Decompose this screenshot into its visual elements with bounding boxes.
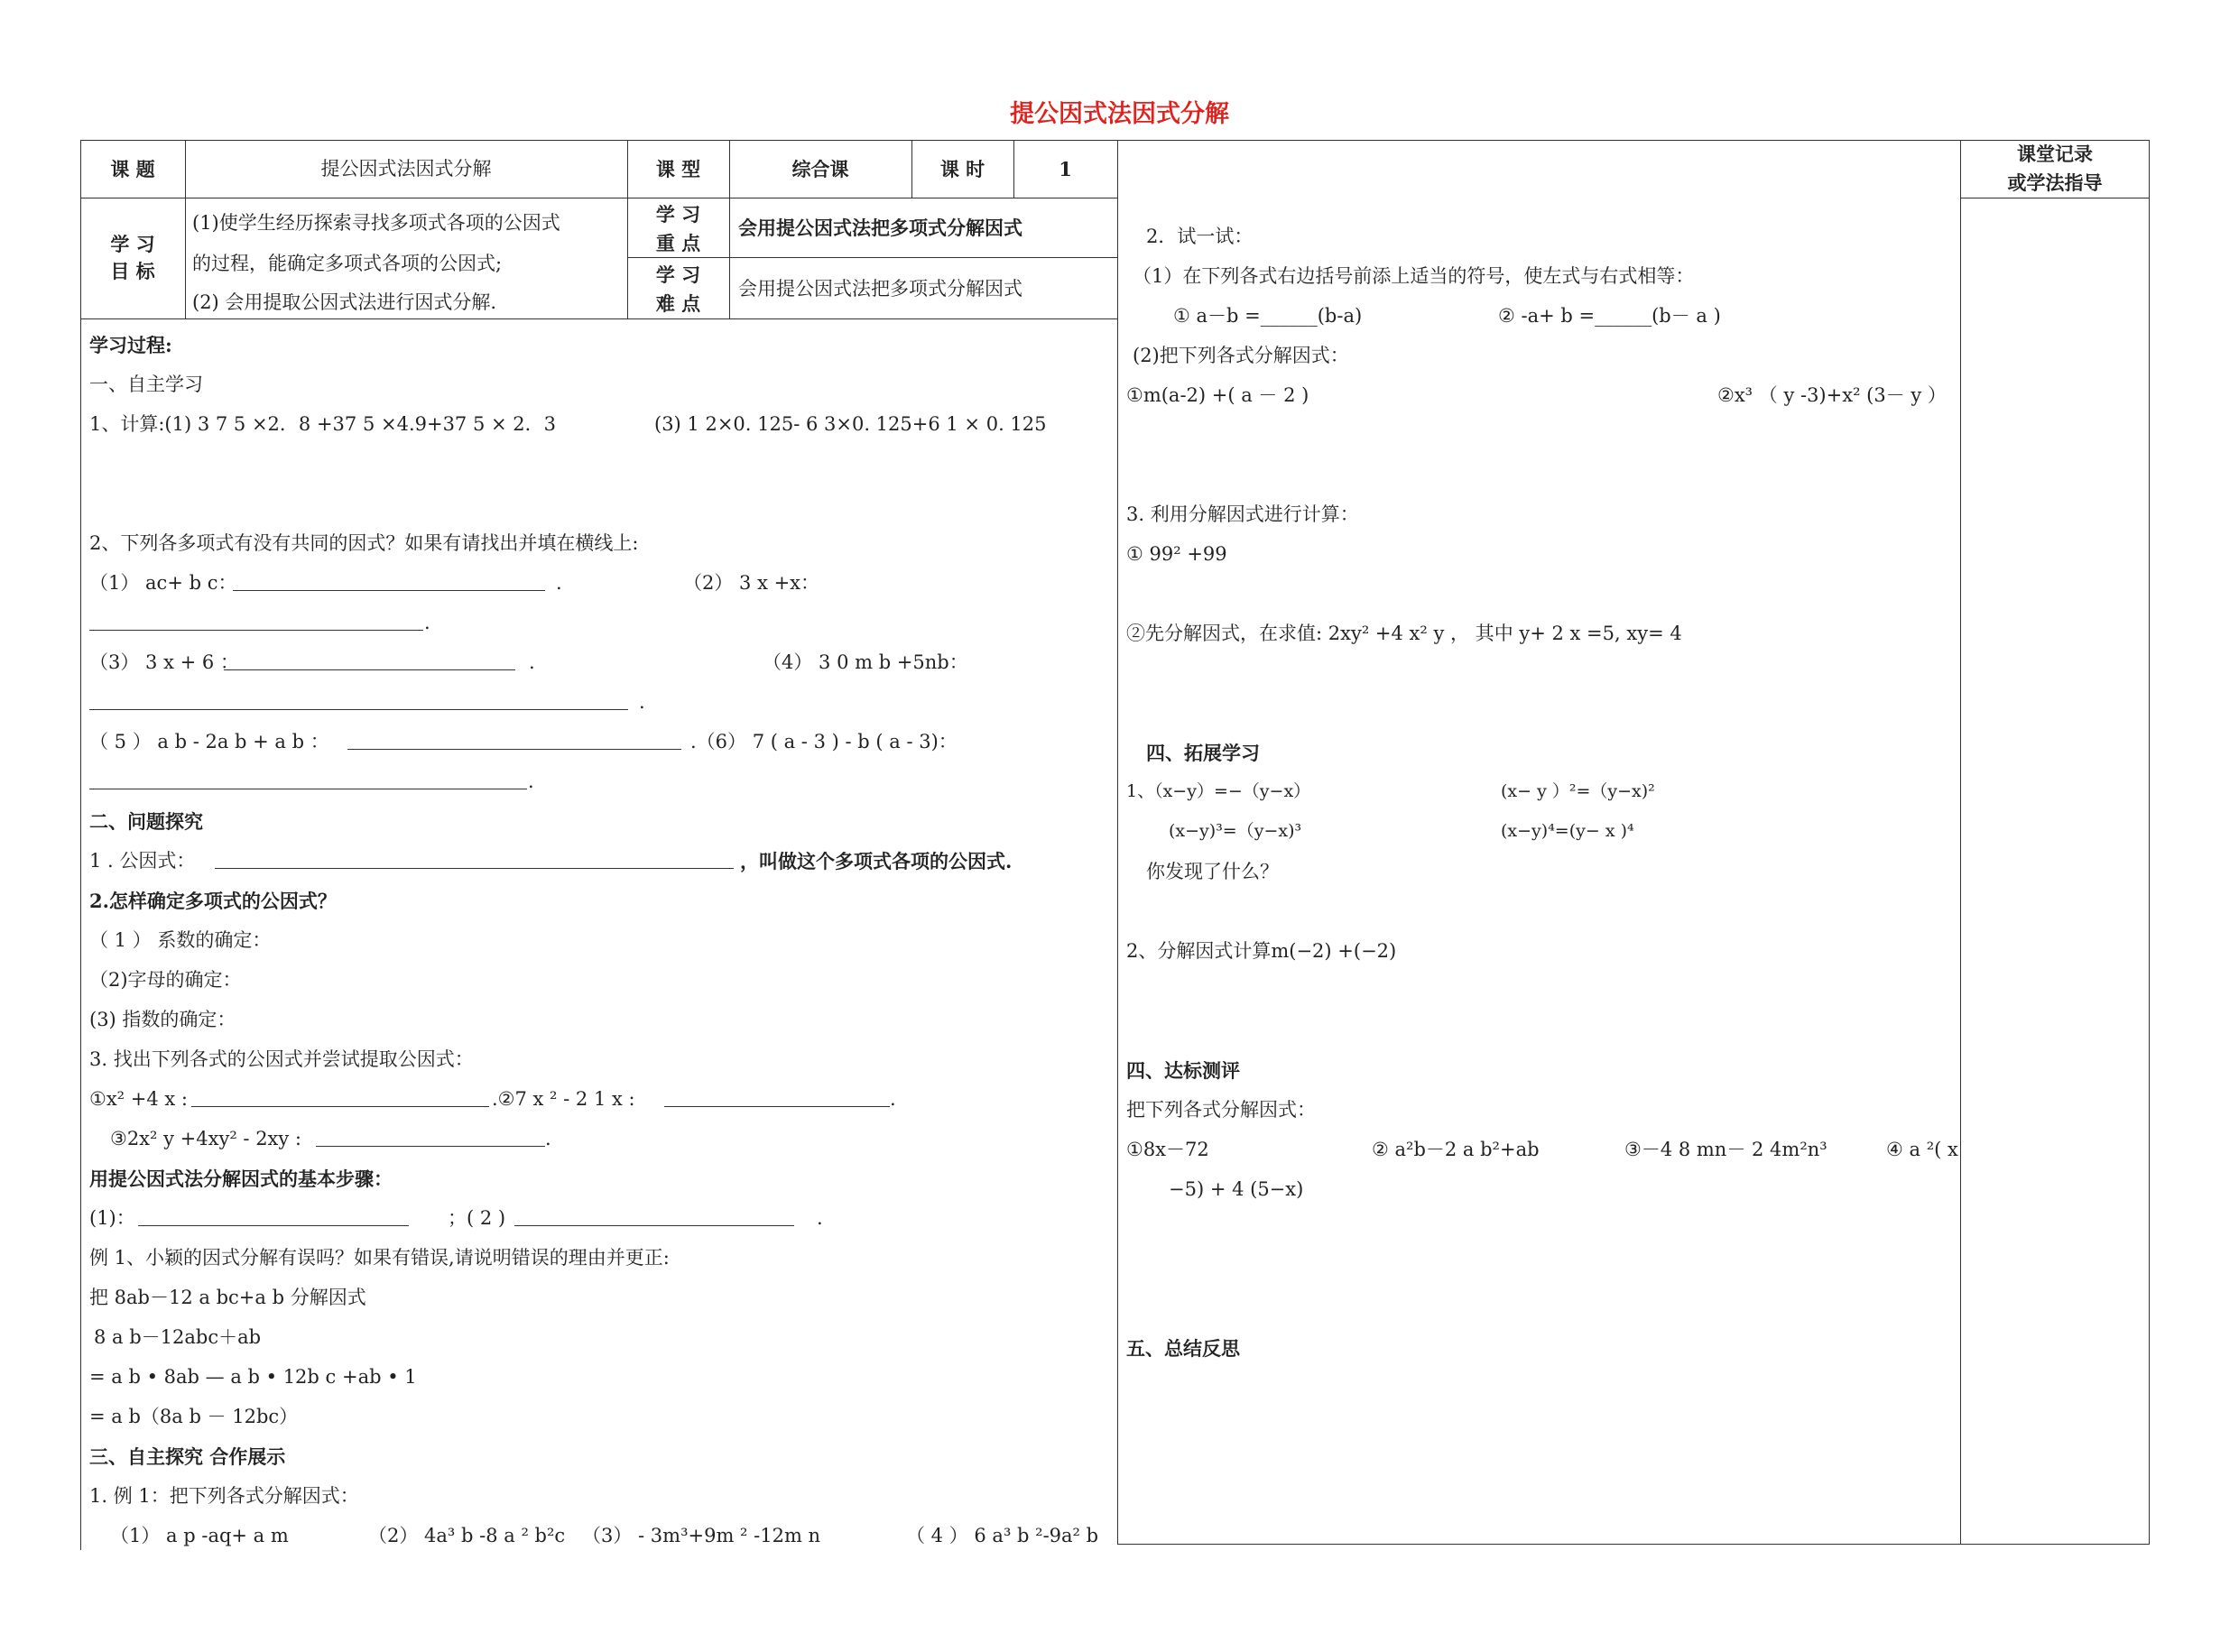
- extend-1c: (x−y)³=（y−x)³: [1169, 821, 1302, 841]
- what-found: 你发现了什么？: [1146, 861, 1279, 882]
- example-1: 例 1、小颖的因式分解有误吗？如果有错误,请说明错误的理由并更正:: [89, 1247, 670, 1269]
- extend-2: 2、分解因式计算m(−2) +(−2): [1126, 940, 1397, 962]
- side-divider: [1960, 140, 1961, 1545]
- zhongdian-value: 会用提公因式法把多项式分解因式: [738, 217, 1022, 239]
- q2-item-5: （ 5 ） a b - 2a b + a b ：: [89, 731, 329, 752]
- ke-shi-label: 课 时: [939, 158, 985, 180]
- step-2-dot: .: [817, 1207, 823, 1229]
- bottom-right-line: [1117, 1544, 2150, 1545]
- left-outer-line: [80, 140, 81, 1550]
- extend-1b: (x− y ）²=（y−x)²: [1501, 781, 1655, 801]
- q2-item-1-dot: .: [556, 572, 562, 594]
- q2-item-3-dot: .: [529, 651, 535, 673]
- exercise-4: （ 4 ） 6 a³ b ²-9a² b: [906, 1525, 1099, 1546]
- section-summary: 五、总结反思: [1126, 1337, 1240, 1360]
- q2-item-6-dot: .: [528, 771, 534, 792]
- extend-1d: (x−y)⁴=(y− x )⁴: [1501, 821, 1634, 841]
- info-bottom-line: [80, 318, 1117, 319]
- factor-title: (2)把下列各式分解因式：: [1133, 345, 1349, 366]
- step-2-blank[interactable]: [514, 1209, 794, 1226]
- use-factor-calc: 3. 利用分解因式进行计算：: [1126, 503, 1359, 525]
- q2-item-2-dot: .: [424, 612, 430, 633]
- q2-item-4-dot: .: [639, 691, 645, 713]
- mubiao-line-3: (2) 会用提取公因式法进行因式分解.: [192, 291, 497, 313]
- q3-item-1-blank[interactable]: [191, 1090, 489, 1107]
- extend-1a: 1、（x−y）=−（y−x）: [1126, 781, 1311, 801]
- q2-item-4: （4） 3 0 m b +5nb：: [763, 651, 968, 673]
- basic-steps: 用提公因式法分解因式的基本步骤：: [89, 1167, 393, 1190]
- zhongdian-label-2: 重 点: [655, 232, 701, 254]
- q2-item-4-blank[interactable]: [89, 693, 628, 710]
- q3-item-2-dot: .: [890, 1088, 896, 1110]
- factor-2: ②x³ （ y -3)+x² (3－ y ）: [1717, 384, 1947, 406]
- nandian-label-1: 学 习: [655, 263, 701, 286]
- exercise-1: （1） a p -aq+ a m: [110, 1525, 289, 1546]
- example-1-task: 把 8ab－12 a bc+a b 分解因式: [89, 1287, 366, 1308]
- common-factor-label: 1 . 公因式：: [89, 850, 196, 872]
- step-1: (1)：: [89, 1207, 135, 1229]
- step-1-blank[interactable]: [138, 1209, 409, 1226]
- q2-item-6-blank[interactable]: [89, 772, 527, 789]
- ke-ti-label: 课 题: [110, 158, 155, 180]
- q3-item-2: .②7 x ² - 2 1 x :: [492, 1088, 635, 1110]
- section-process: 学习过程:: [89, 334, 172, 356]
- factor-1: ①m(a-2) +( a － 2 ): [1126, 384, 1309, 406]
- q2-item-3: （3） 3 x + 6 ：: [89, 651, 239, 673]
- common-factor-blank[interactable]: [215, 852, 734, 869]
- try-it-1: ① a－b =______(b-a): [1173, 305, 1363, 327]
- ke-ti-value: 提公因式法因式分解: [320, 158, 492, 180]
- nandian-label-2: 难 点: [655, 292, 701, 315]
- test-2: ② a²b－2 a b²+ab: [1372, 1139, 1540, 1160]
- q3-item-3: ③2x² y +4xy² - 2xy :: [110, 1128, 302, 1149]
- test-4: ④ a ²( x: [1886, 1139, 1958, 1160]
- example-1-line2: = a b • 8ab — a b • 12b c +ab • 1: [89, 1366, 417, 1388]
- section-extend: 四、拓展学习: [1146, 742, 1260, 764]
- ke-xing-label: 课 型: [655, 158, 701, 180]
- try-it: 2．试一试：: [1146, 226, 1254, 247]
- exercise-2: （2） 4a³ b -8 a ² b²c: [368, 1525, 566, 1546]
- coefficient: （ 1 ） 系数的确定：: [89, 929, 272, 951]
- section-test: 四、达标测评: [1126, 1059, 1240, 1082]
- q2-item-6: .（6） 7 ( a - 3 ) - b ( a - 3)：: [690, 731, 958, 752]
- test-intro: 把下列各式分解因式：: [1126, 1099, 1316, 1121]
- q3-item-2-blank[interactable]: [664, 1090, 890, 1107]
- q2-item-1: （1） ac+ b c：: [89, 572, 237, 594]
- side-header-line2: 或学法指导: [2007, 171, 2103, 194]
- test-4-cont: −5) + 4 (5−x): [1169, 1178, 1304, 1200]
- q3-item-3-blank[interactable]: [316, 1130, 545, 1147]
- example-1-line3: = a b（8a b － 12bc）: [89, 1406, 299, 1427]
- example-1-line1: 8 a b－12abc＋ab: [94, 1326, 262, 1348]
- mubiao-label-1: 学 习: [110, 233, 155, 255]
- letters: （2)字母的确定：: [89, 969, 242, 991]
- calc-99: ① 99² +99: [1126, 543, 1227, 565]
- try-it-2: ② -a+ b =______(b－ a ): [1498, 305, 1721, 327]
- q2-item-2: （2） 3 x +x：: [683, 572, 820, 594]
- test-3: ③－4 8 mn－ 2 4m²n³: [1624, 1139, 1827, 1160]
- common-factor-tail: ，叫做这个多项式各项的公因式.: [740, 850, 1013, 872]
- try-it-desc: （1）在下列各式右边括号前添上适当的符号，使左式与右式相等：: [1133, 265, 1695, 287]
- mubiao-line-1: (1)使学生经历探索寻找多项式各项的公因式: [192, 212, 560, 234]
- q3-item-1: ①x² +4 x :: [89, 1088, 188, 1110]
- step-2: ；( 2 ): [448, 1207, 506, 1229]
- page-title: 提公因式法因式分解: [1010, 100, 1229, 128]
- section-explore: 二、问题探究: [89, 810, 203, 833]
- q2-item-1-blank[interactable]: [233, 574, 545, 591]
- q3-item-3-dot: .: [545, 1128, 551, 1149]
- side-header-line1: 课堂记录: [2017, 143, 2093, 165]
- section-cooperation: 三、自主探究 合作展示: [89, 1445, 286, 1468]
- middle-divider: [1117, 140, 1118, 1545]
- evaluate: ②先分解因式，在求值: 2xy² +4 x² y ， 其中 y+ 2 x =5, xy= 4: [1126, 623, 1682, 644]
- exponent: (3) 指数的确定：: [89, 1009, 236, 1030]
- q2-item-3-blank[interactable]: [224, 653, 515, 670]
- q2-item-5-blank[interactable]: [347, 733, 681, 750]
- main-table-frame: [80, 140, 2150, 1545]
- goal-row-line: [627, 257, 1117, 258]
- exercise-intro: 1. 例 1：把下列各式分解因式：: [89, 1485, 359, 1507]
- calc-3: (3) 1 2×0. 125- 6 3×0. 125+6 1 × 0. 125: [654, 413, 1047, 435]
- nandian-value: 会用提公因式法把多项式分解因式: [738, 278, 1022, 300]
- ke-shi-value: 1: [1059, 158, 1072, 180]
- section-self-study: 一、自主学习: [89, 374, 203, 395]
- ke-xing-value: 综合课: [791, 158, 849, 180]
- how-to-determine: 2.怎样确定多项式的公因式？: [89, 890, 337, 912]
- test-1: ①8x－72: [1126, 1139, 1209, 1160]
- calc-1: 1、计算:(1) 3 7 5 ×2．8 +37 5 ×4.9+37 5 × 2．3: [89, 413, 557, 435]
- q2-item-2-blank[interactable]: [89, 614, 423, 631]
- mubiao-label-2: 目 标: [110, 260, 155, 282]
- mubiao-line-2: 的过程，能确定多项式各项的公因式;: [192, 253, 503, 274]
- zhongdian-label-1: 学 习: [655, 203, 701, 226]
- question-2: 2、下列各多项式有没有共同的因式？如果有请找出并填在横线上:: [89, 532, 639, 554]
- exercise-3: （3） - 3m³+9m ² -12m n: [582, 1525, 821, 1546]
- question-3: 3. 找出下列各式的公因式并尝试提取公因式：: [89, 1048, 474, 1070]
